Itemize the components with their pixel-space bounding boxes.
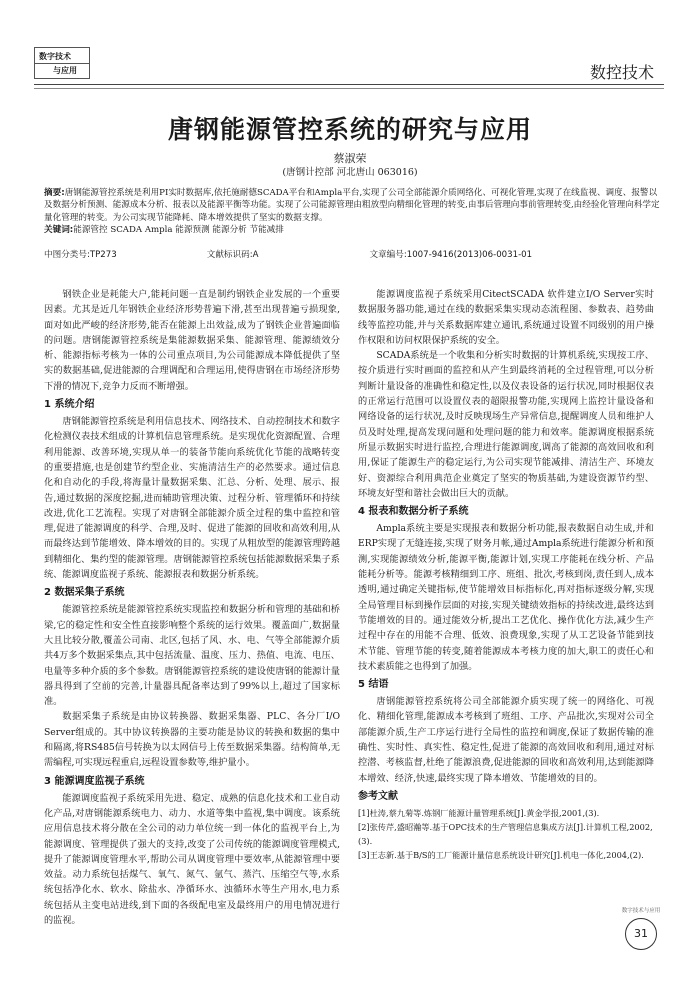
- header-rule: [34, 84, 664, 85]
- article-number: 文章编号:1007-9416(2013)06-0031-01: [369, 250, 533, 260]
- page-number: 31: [625, 918, 657, 950]
- keywords-label: 关键词:: [44, 225, 74, 236]
- journal-seal-text: 数字技术与应用: [621, 908, 661, 914]
- author: 蔡淑荣: [333, 152, 367, 165]
- intro-paragraph: 钢铁企业是耗能大户,能耗问题一直是制约钢铁企业发展的一个重要因素。尤其是近几年钢铁企业经济形势普遍下滑,甚至出现普遍亏损现象,面对如此严峻的经济形势,能否在能源上出效益,成为了钢铁企业普遍面临的问题。唐钢能源管控系统是集能源数据采集、能源管理、能源绩效分析、能源指标考核为一体的公司重点项目,为公司能源成本降低提供了坚实的数据基础,促进能源的合理调配和合理运用,使得唐钢在市场经济形势下滑的情况下,竞争力反而不断增强。: [44, 289, 340, 392]
- references-list: [358, 806, 654, 862]
- left-column: [44, 287, 340, 928]
- section-heading: 2 数据采集子系统: [44, 587, 125, 599]
- reference-item: [1]杜涛,蔡九菊等.炼钢厂能源计量管理系统[J].黄金学报,2001,(3).: [358, 807, 600, 818]
- section-heading: 5 结语: [358, 679, 389, 691]
- references-heading: 参考文献: [358, 790, 398, 802]
- abstract: [44, 187, 662, 224]
- paragraph: 唐钢能源管控系统是利用信息技术、网络技术、自动控制技术和数字化检测仪表技术组成的计算机信息管理系统。是实现优化资源配置、合理利用能源、改善环境,实现从单一的装备节能向系统优化节能的战略转变的重要措施,也是创建节约型企业、实施清洁生产的必然要求。通过信息化和自动化的手段,将海量计量数据采集、汇总、分析、处理、展示、报告,通过数据的深度挖掘,进而辅助管理决策、过程分析、管理循环和持续改进,优化工艺流程。实现了对唐钢全部能源介质全过程的集中监控和管理,促进了能源调度的科学、合理,及时、促进了能源的回收和高效利用,从而最终达到节能增效、降本增效的目的。实现了从粗放型的能源管理跨越到精细化、集约型的能源管理。唐钢能源管控系统包括能源数据采集子系统、能源调度监视子系统、能源报表和数据分析系统。: [44, 416, 340, 581]
- meta-line: [44, 248, 662, 260]
- logo-divider: [35, 63, 89, 64]
- right-column: [358, 287, 654, 862]
- abstract-text: 唐钢能源管控系统是利用PI实时数据库,依托施耐德SCADA平台和Ampla平台,实现了公司全部能源介质网络化、可视化管理,实现了在线监视、调度、报警以及数据分析预测、能源成本分析、报表以及能源平衡等功能。实现了公司能源管理由粗放型向精细化管理的转变,由事后管理向事前管理转变,由经验化管理向科学定量化管理的转变。为公司实现节能降耗、降本增效提供了坚实的数据支撑。: [44, 188, 660, 223]
- section-heading: 4 报表和数据分析子系统: [358, 506, 469, 518]
- paragraph: 能源调度监视子系统采用先进、稳定、成熟的信息化技术和工业自动化产品,对唐钢能源系统电力、动力、水道等集中监视,集中调度。该系统应用信息技术将分散在全公司的动力单位统一到一体化的监视平台上,为能源调度、管理提供了强大的支持,改变了公司传统的能源调度管理模式,提升了能源调度管理水平,帮助公司从调度管理中要效率,从能源管理中要效益。动力系统包括煤气、氧气、氮气、氩气、蒸汽、压缩空气等,水系统包括净化水、软水、除盐水、净循环水、浊循环水等生产用水,电力系统包括从主变电站进线,到下面的各级配电室及最终用户的用电情况进行的监视。: [44, 792, 340, 926]
- keywords: [44, 224, 662, 236]
- affiliation: (唐钢计控部 河北唐山 063016): [282, 167, 418, 178]
- paragraph: 唐钢能源管控系统将公司全部能源介质实现了统一的网络化、可视化、精细化管理,能源成本考核到了班组、工序、产品批次,实现对公司全部能源介质,生产工序运行进行全局性的监控和调度,保证了数据传输的准确性、实时性、真实性、稳定性,促进了能源的高效回收和利用,通过对标控潜、考核监督,杜绝了能源浪费,促进能源的回收和高效利用,达到能源降本增效、经济,快速,最终实现了降本增效、节能增效的目的。: [358, 696, 654, 784]
- clc-number: 中图分类号:TP273: [44, 250, 117, 260]
- header-rule-thin: [34, 88, 664, 89]
- paragraph: Ampla系统主要是实现报表和数据分析功能,报表数据自动生成,并和ERP实现了无缝连接,实现了财务月帐,通过Ampla系统进行能源分析和预测,实现能源绩效分析,能源平衡,能源计划,实现工序能耗在线分析、产品能耗分析等。能源考核精细到工序、班组、批次,考核到岗,责任到人,成本透明,通过确定关键指标,使节能增效目标指标化,再对指标逐级分解,实现全局管理目标到操作层面的对接,实现关键绩效指标的持续改进,最终达到节能增效的目的。通过能效分析,提出工艺优化、操作优化方法,减少生产过程中存在的用能不合理、低效、浪费现象,实现了从工艺设备节能到技术节能、管理节能的转变,随着能源成本考核力度的加大,职工的责任心和技术素质能之也得到了加强。: [358, 523, 654, 672]
- reference-item: [2]张传芹,盛昭瀚等.基于OPC技术的生产管理信息集成方法[J].计算机工程,2002,(3).: [358, 821, 653, 846]
- abstract-block: [44, 187, 662, 237]
- article-title: 唐钢能源管控系统的研究与应用: [167, 115, 532, 144]
- document-code: 文献标识码:A: [206, 250, 259, 260]
- paragraph: 能源调度监视子系统采用CitectSCADA 软件建立I/O Server实时数据服务器功能,通过在线的数据采集实现动态流程图、参数表、趋势曲线等监控功能,并与关系数据库建立通讯,系统通过设置不同级别的用户操作权限和访问权限保护系统的安全。: [358, 289, 654, 346]
- logo-line1: 数字技术: [39, 52, 71, 61]
- journal-logo: [34, 47, 90, 79]
- section-heading: 1 系统介绍: [44, 399, 95, 411]
- paragraph: SCADA系统是一个收集和分析实时数据的计算机系统,实现按工序、按介质进行实时画面的监控和从产生到最终消耗的全过程管理,可以分析判断计量设备的准确性和稳定性,以及仪表设备的运行状况,同时根据仪表的正常运行范围可以设置仪表的超限报警功能,实现网上监控计量设备和网络设备的运行状况,及时反映现场生产异常信息,提醒调度人员和维护人员及时处理,提高发现问题和处理问题的能力和效率。能源调度根据系统所显示数据实时进行监控,合理进行能源调度,调高了能源的高效回收和利用,保证了能源生产的稳定运行,为公司实现节能减排、清洁生产、环境友好、资源综合利用典范企业奠定了坚实的物质基础,为建设资源节约型、环境友好型和谐社会做出巨大的贡献。: [358, 350, 654, 499]
- reference-item: [3]王志新.基于B/S的工厂能源计量信息系统设计研究[J].机电一体化,2004,(2).: [358, 849, 644, 860]
- column-title: 数控技术: [589, 63, 654, 82]
- abstract-label: 摘要:: [44, 188, 65, 198]
- paragraph: 能源管控系统是能源管控系统实现监控和数据分析和管理的基础和桥梁,它的稳定性和安全性直接影响整个系统的运行效果。覆盖面广,数据量大且比较分散,覆盖公司南、北区,包括了风、水、电、气等全部能源介质共4万多个数据采集点,其中包括流量、温度、压力、热值、电流、电压、电量等多种介质的多个参数。唐钢能源管控系统的建设使唐钢的能源计量器具得到了空前的完善,计量器具配备率达到了99%以上,超过了国家标准。: [44, 604, 340, 708]
- logo-line2: 与应用: [53, 66, 77, 75]
- keywords-text: 能源管控 SCADA Ampla 能源预测 能源分析 节能减排: [73, 225, 284, 236]
- paragraph: 数据采集子系统是由协议转换器、数据采集器、PLC、各分厂I/O Server组成的。其中协议转换器的主要功能是协议的转换和数据的集中和隔离,将RS485信号转换为以太网信号上传至数据采集器。结构简单,无需编程,可实现远程重启,远程设置参数等,维护量小。: [44, 711, 340, 769]
- section-heading: 3 能源调度监视子系统: [44, 775, 145, 787]
